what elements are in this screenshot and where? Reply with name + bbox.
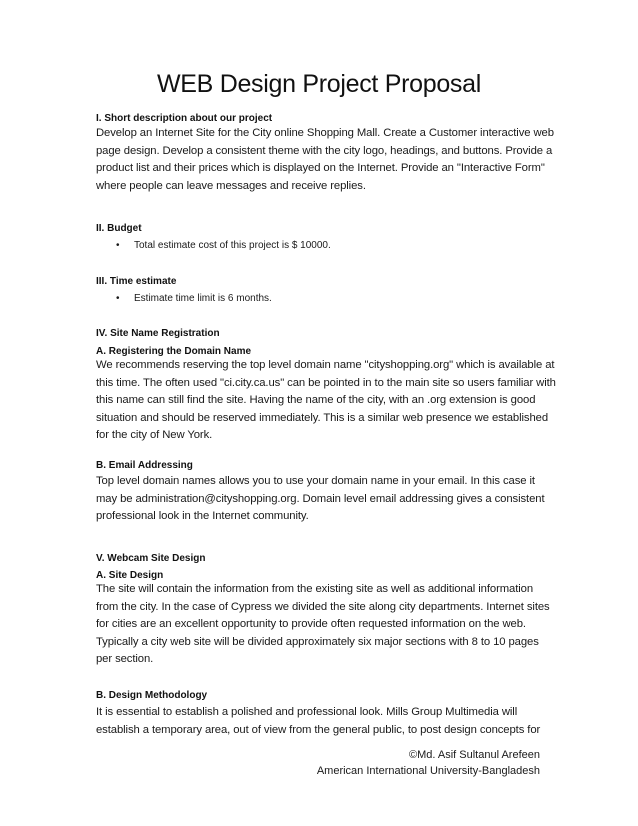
footer-author: ©Md. Asif Sultanul Arefeen: [408, 749, 540, 761]
bullet-icon: •: [116, 293, 120, 304]
section-4b-heading: B. Email Addressing: [96, 460, 193, 471]
section-4b-body: Top level domain names allows you to use your domain name in your email. In this case it may be administration@cityshopping.org. Domain level email addressing gives a consistent professional look in the Internet community.: [96, 475, 545, 523]
section-5b-body: It is essential to establish a polished and professional look. Mills Group Multimedia will establish a temporary area, out of view from the general public, to post design concepts for: [96, 706, 541, 736]
section-5-heading: V. Webcam Site Design: [96, 553, 206, 564]
section-5a-body: The site will contain the information from the existing site as well as additional information from the city. In the case of Cypress we divided the site along city departments. Internet sites for cities are an excellent opportunity to provide often requested information on the web. Typically a city web site will be divided approximately six major sections with 8 to 10 pages per section.: [96, 583, 550, 666]
section-5a-heading: A. Site Design: [96, 570, 164, 581]
section-3-heading: III. Time estimate: [96, 276, 177, 287]
section-2-heading: II. Budget: [96, 223, 142, 234]
section-4-heading: IV. Site Name Registration: [96, 328, 220, 339]
budget-text: Total estimate cost of this project is $ 10000.: [134, 240, 331, 251]
footer-university: American International University-Bangladesh: [316, 765, 540, 777]
section-1-body: Develop an Internet Site for the City online Shopping Mall. Create a Customer interactive web page design. Develop a consistent theme with the city logo, headings, and buttons. Provide a product list and their prices which is displayed on the Internet. Provide an "Interactive Form" where people can leave messages and receive replies.: [96, 127, 554, 192]
bullet-icon: •: [116, 240, 120, 251]
section-1-heading: I. Short description about our project: [96, 113, 273, 124]
section-4a-heading: A. Registering the Domain Name: [96, 346, 252, 357]
section-4a-body: We recommends reserving the top level domain name "cityshopping.org" which is available at this time. The often used "ci.city.ca.us" can be pointed in to the main site so users familiar with this name can still find the site. Having the name of the city, with an .org extension is good situation and should be reserved immediately. This is a similar web presence we established for the city of New York.: [96, 359, 556, 442]
page-title: WEB Design Project Proposal: [157, 70, 481, 98]
time-text: Estimate time limit is 6 months.: [134, 293, 272, 304]
section-5b-heading: B. Design Methodology: [96, 690, 208, 701]
